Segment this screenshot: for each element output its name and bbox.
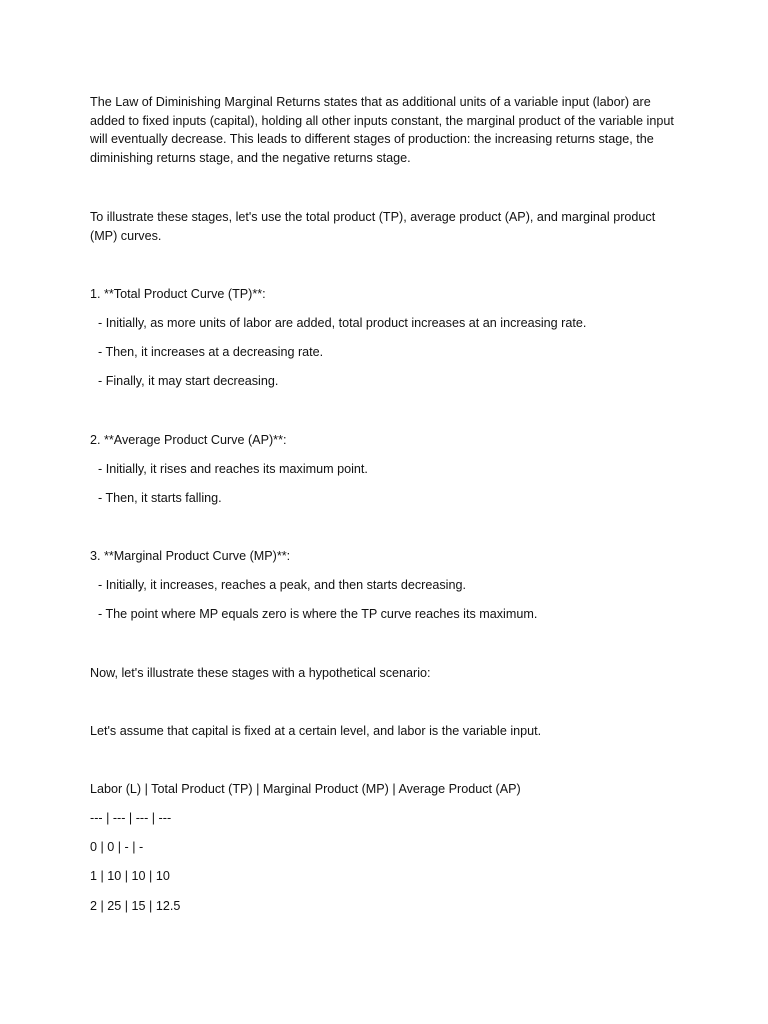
assumption-line: Let's assume that capital is fixed at a certain level, and labor is the variable input. xyxy=(90,724,542,738)
table-row: 0 | 0 | - | - xyxy=(90,840,144,854)
ap-point-1: - Initially, it rises and reaches its maximum point. xyxy=(98,462,368,476)
ap-heading: 2. **Average Product Curve (AP)**: xyxy=(90,433,287,447)
mp-point-1: - Initially, it increases, reaches a peak, and then starts decreasing. xyxy=(98,578,466,592)
illustrate-paragraph: To illustrate these stages, let's use the total product (TP), average product (AP), and marginal product (MP) curves. xyxy=(90,210,656,244)
tp-point-3: - Finally, it may start decreasing. xyxy=(98,374,279,388)
tp-heading: 1. **Total Product Curve (TP)**: xyxy=(90,287,266,301)
intro-paragraph: The Law of Diminishing Marginal Returns states that as additional units of a variable input (labor) are added to fixed inputs (capital), holding all other inputs constant, the marginal product of the variable input will eventually decrease. This leads to different stages of production: the increasing returns stage, the diminishing returns stage, and the negative returns stage. xyxy=(90,95,674,165)
mp-heading: 3. **Marginal Product Curve (MP)**: xyxy=(90,549,291,563)
ap-point-2: - Then, it starts falling. xyxy=(98,491,222,505)
tp-point-2: - Then, it increases at a decreasing rate. xyxy=(98,345,324,359)
table-row: 2 | 25 | 15 | 12.5 xyxy=(90,899,181,913)
table-header: Labor (L) | Total Product (TP) | Marginal Product (MP) | Average Product (AP) xyxy=(90,782,521,796)
scenario-line: Now, let's illustrate these stages with a hypothetical scenario: xyxy=(90,666,431,680)
table-separator: --- | --- | --- | --- xyxy=(90,811,172,825)
table-row: 1 | 10 | 10 | 10 xyxy=(90,869,170,883)
mp-point-2: - The point where MP equals zero is where the TP curve reaches its maximum. xyxy=(98,607,538,621)
tp-point-1: - Initially, as more units of labor are added, total product increases at an increasing rate. xyxy=(98,316,587,330)
